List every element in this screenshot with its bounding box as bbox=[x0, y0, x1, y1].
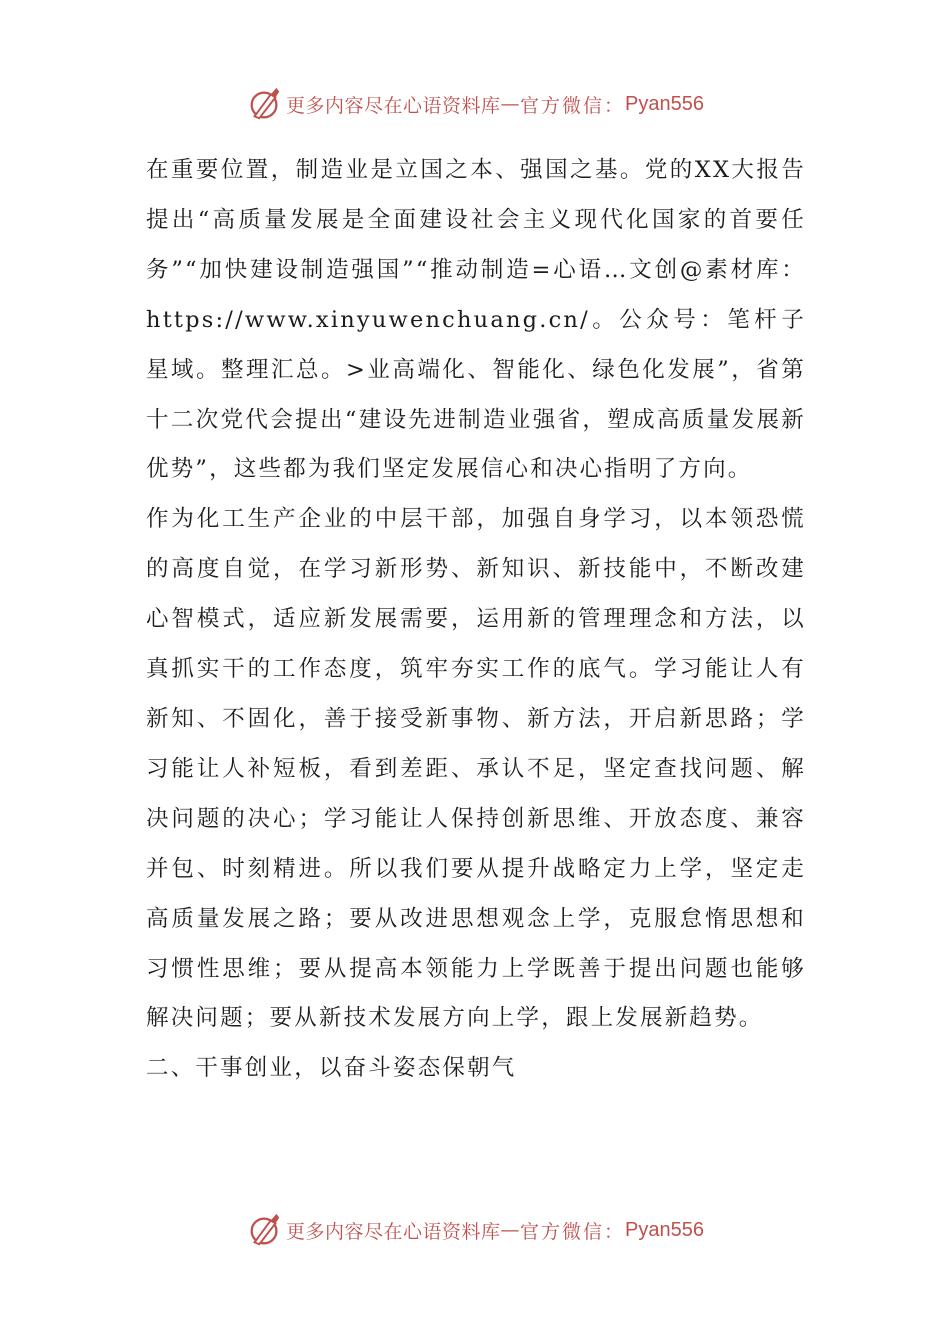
banner-brand-text: 更多内容尽在心语资料库 bbox=[286, 1220, 501, 1243]
header-banner bbox=[0, 82, 950, 126]
banner-wechat-id: Pyan556 bbox=[625, 1218, 704, 1241]
banner-brand-text: 更多内容尽在心语资料库 bbox=[286, 94, 501, 117]
pen-logo-icon bbox=[246, 85, 284, 123]
body-paragraph-1: 在重要位置，制造业是立国之本、强国之基。党的XX大报告提出“高质量发展是全面建设社会主义现代化国家的首要任务”“加快建设制造强国”“推动制造=心语…文创@素材库：https://www.xinyuwenchuang.cn/。公众号：笔杆子星域。整理汇总。>业高端化、智能化、绿色化发展”，省第十二次党代会提出“建设先进制造业强省，塑成高质量发展新优势”，这些都为我们坚定发展信心和决心指明了方向。 bbox=[146, 157, 806, 483]
body-paragraph-2: 作为化工生产企业的中层干部，加强自身学习，以本领恐慌的高度自觉，在学习新形势、新知识、新技能中，不断改建心智模式，适应新发展需要，运用新的管理理念和方法，以真抓实干的工作态度，筑牢夯实工作的底气。学习能让人有新知、不固化，善于接受新事物、新方法，开启新思路；学习能让人补短板，看到差距、承认不足，坚定查找问题、解决问题的决心；学习能让人保持创新思维、开放态度、兼容并包、时刻精进。所以我们要从提升战略定力上学，坚定走高质量发展之路；要从改进思想观念上学，克服怠惰思想和习惯性思维；要从提高本领能力上学既善于提出问题也能够解决问题；要从新技术发展方向上学，跟上发展新趋势。 bbox=[146, 506, 806, 1032]
banner-wechat-id: Pyan556 bbox=[625, 92, 704, 115]
banner-wechat-label: 官方微信： bbox=[520, 1220, 626, 1243]
pen-logo-icon bbox=[246, 1211, 284, 1249]
footer-banner bbox=[0, 1208, 950, 1252]
banner-separator: — bbox=[500, 93, 521, 115]
document-body bbox=[146, 146, 806, 1094]
section-heading: 二、干事创业，以奋斗姿态保朝气 bbox=[146, 1055, 517, 1082]
banner-separator: — bbox=[500, 1219, 521, 1241]
banner-wechat-label: 官方微信： bbox=[520, 94, 626, 117]
